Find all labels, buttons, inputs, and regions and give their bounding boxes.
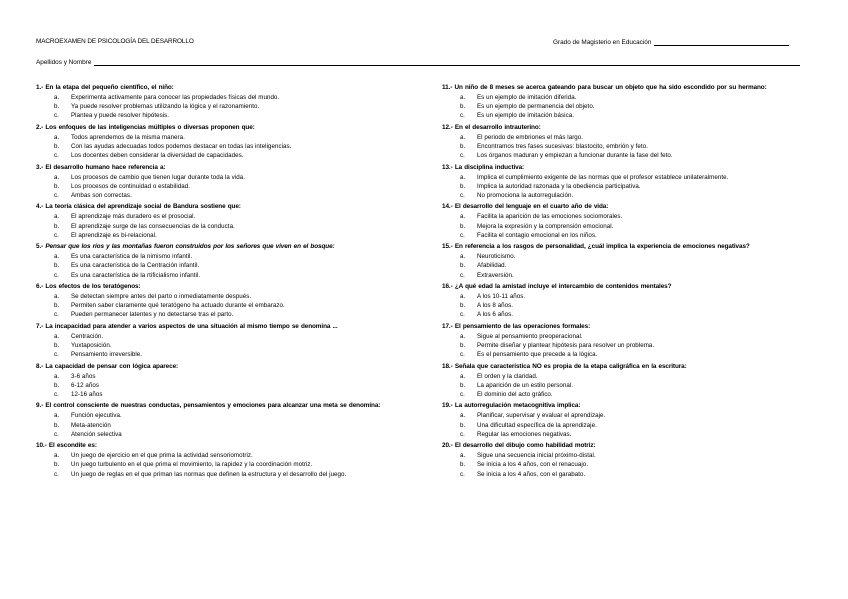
answer-option[interactable] bbox=[36, 173, 416, 182]
answer-option[interactable] bbox=[442, 470, 822, 479]
answer-options bbox=[442, 212, 822, 240]
option-text: Con las ayudas adecuadas todos podemos destacar en todas las inteligencias. bbox=[71, 143, 292, 150]
answer-option[interactable] bbox=[442, 231, 822, 240]
option-text: Una dificultad específica de la aprendizaje. bbox=[477, 421, 597, 429]
answer-option[interactable] bbox=[442, 252, 822, 261]
option-letter: b. bbox=[460, 222, 466, 230]
answer-options bbox=[442, 93, 822, 121]
answer-option[interactable] bbox=[442, 460, 822, 469]
question-title bbox=[442, 363, 822, 371]
option-text: 6-12 años bbox=[71, 381, 99, 389]
option-letter: a. bbox=[54, 292, 60, 300]
question-title bbox=[36, 323, 416, 331]
option-letter: c. bbox=[54, 231, 59, 239]
option-text: Es una característica de la rtificialismo infantil. bbox=[71, 271, 201, 279]
option-letter: c. bbox=[460, 112, 465, 120]
option-text: Plantea y puede resolver hipótesis. bbox=[71, 112, 170, 120]
answer-option[interactable] bbox=[36, 470, 416, 479]
degree-field bbox=[553, 38, 789, 46]
option-letter: a. bbox=[54, 213, 60, 221]
question-item bbox=[36, 283, 416, 320]
option-text: Los procesos de cambio que tienen lugar durante toda la vida. bbox=[71, 173, 246, 181]
question-text: La incapacidad para atender a varios aspectos de una situación al mismo tiempo se denomina ... bbox=[45, 322, 338, 330]
option-text: Planificar, supervisar y evaluar el aprendizaje. bbox=[477, 412, 606, 420]
name-label: Apellidos y Nombre bbox=[36, 59, 92, 66]
option-text: Atención selectiva bbox=[71, 430, 122, 438]
question-title bbox=[36, 243, 416, 251]
question-text: La capacidad de pensar con lógica aparece: bbox=[45, 362, 179, 370]
option-text: Centración. bbox=[71, 332, 104, 340]
answer-options bbox=[442, 173, 822, 201]
option-letter: c. bbox=[460, 351, 465, 359]
answer-option[interactable] bbox=[442, 310, 822, 319]
answer-options bbox=[36, 332, 416, 360]
option-letter: b. bbox=[54, 262, 60, 270]
option-text: Afabilidad. bbox=[477, 262, 507, 270]
answer-options bbox=[442, 292, 822, 320]
answer-option[interactable] bbox=[36, 93, 416, 102]
option-letter: a. bbox=[54, 452, 60, 460]
question-text: Los efectos de los teratógenos: bbox=[45, 282, 141, 290]
question-number: 13.- bbox=[442, 163, 453, 171]
option-text: Sigue al pensamiento preoperacional. bbox=[477, 332, 583, 340]
question-number: 20.- bbox=[442, 442, 453, 450]
question-text: ¿A qué edad la amistad incluye el intercambio de contenidos mentales? bbox=[454, 282, 672, 290]
question-title bbox=[442, 243, 822, 251]
answer-option[interactable] bbox=[36, 252, 416, 261]
answer-option[interactable] bbox=[36, 372, 416, 381]
answer-option[interactable] bbox=[36, 231, 416, 240]
question-number: 6.- bbox=[36, 282, 44, 290]
question-item bbox=[442, 363, 822, 400]
question-item bbox=[36, 442, 416, 479]
option-letter: b. bbox=[54, 341, 60, 349]
question-title bbox=[36, 402, 416, 410]
question-item bbox=[36, 84, 416, 121]
question-number: 19.- bbox=[442, 402, 453, 410]
option-letter: b. bbox=[460, 143, 466, 150]
option-text: El orden y la claridad. bbox=[477, 372, 538, 380]
option-letter: c. bbox=[460, 390, 465, 398]
answer-option[interactable] bbox=[442, 332, 822, 341]
option-text: Facilita el contagio emocional en los niños. bbox=[477, 231, 597, 239]
question-title bbox=[442, 323, 822, 331]
option-letter: a. bbox=[54, 173, 60, 181]
answer-option[interactable] bbox=[36, 451, 416, 460]
exam-title: MACROEXAMEN DE PSICOLOGÍA DEL DESARROLLO bbox=[36, 38, 194, 45]
answer-option[interactable] bbox=[36, 151, 416, 160]
option-text: Pueden permanecer latentes y no detectarse tras el parto. bbox=[71, 311, 234, 319]
question-text: La teoría clásica del aprendizaje social de Bandura sostiene que: bbox=[45, 203, 241, 211]
option-letter: c. bbox=[460, 430, 465, 438]
question-item bbox=[442, 323, 822, 360]
option-text: No promociona la autorregulación. bbox=[477, 192, 574, 199]
question-item bbox=[442, 164, 822, 201]
answer-options bbox=[36, 292, 416, 320]
answer-options bbox=[36, 411, 416, 439]
option-text: Extraversión. bbox=[477, 271, 514, 279]
answer-options bbox=[36, 93, 416, 121]
option-text: A los 10-11 años. bbox=[477, 292, 526, 300]
option-letter: c. bbox=[54, 351, 59, 359]
question-item bbox=[36, 323, 416, 360]
option-letter: b. bbox=[54, 381, 60, 389]
question-number: 1.- bbox=[36, 84, 44, 91]
degree-label: Grado de Magisterio en Educación bbox=[553, 39, 652, 46]
question-title bbox=[442, 84, 822, 92]
answer-options bbox=[36, 451, 416, 479]
option-text: El dominio del acto gráfico. bbox=[477, 390, 553, 398]
option-text: Encontramos tres fases sucesivas: blastocito, embrión y feto. bbox=[477, 143, 648, 150]
option-letter: c. bbox=[54, 390, 59, 398]
answer-option[interactable] bbox=[36, 102, 416, 111]
option-text: Es un ejemplo de permanencia del objeto. bbox=[477, 103, 595, 111]
question-number: 4.- bbox=[36, 203, 44, 211]
option-text: Es un ejemplo de imitación diferida. bbox=[477, 94, 577, 101]
answer-option[interactable] bbox=[442, 111, 822, 120]
option-text: 3-6 años bbox=[71, 372, 96, 380]
option-text: Meta-atención bbox=[71, 421, 111, 429]
option-text: Permite diseñar y plantear hipótesis para resolver un problema. bbox=[477, 341, 655, 349]
question-item bbox=[442, 84, 822, 121]
question-text: En referencia a los rasgos de personalidad, ¿cuál implica la experiencia de emociones negativas? bbox=[454, 243, 750, 251]
answer-option[interactable] bbox=[442, 133, 822, 142]
question-text: Pensar que los ríos y las montañas fueron construidos por los señores que viven en el bosque: bbox=[45, 243, 335, 251]
question-text: El desarrollo humano hace referencia a: bbox=[45, 163, 166, 171]
option-text: Ya puede resolver problemas utilizando la lógica y el razonamiento. bbox=[71, 103, 260, 111]
option-letter: b. bbox=[460, 262, 466, 270]
answer-option[interactable] bbox=[36, 390, 416, 399]
option-letter: c. bbox=[460, 271, 465, 279]
option-letter: c. bbox=[54, 112, 59, 120]
option-letter: b. bbox=[460, 182, 466, 190]
question-text: El escondite es: bbox=[48, 442, 97, 450]
answer-option[interactable] bbox=[442, 142, 822, 151]
question-text: En el desarrollo intrauterino: bbox=[454, 123, 541, 131]
option-text: Neuroticismo. bbox=[477, 253, 516, 261]
option-letter: a. bbox=[460, 133, 466, 141]
answer-option[interactable] bbox=[36, 430, 416, 439]
question-text: El control consciente de nuestras conductas, pensamientos y emociones para alcanzar una meta se denomina: bbox=[45, 402, 381, 410]
question-text: Los enfoques de las inteligencias múltiples o diversas proponen que: bbox=[45, 123, 255, 131]
question-number: 18.- bbox=[442, 362, 453, 370]
option-text: El aprendizaje más duradero es el prosocial. bbox=[71, 213, 196, 221]
answer-option[interactable] bbox=[36, 341, 416, 350]
question-number: 5.- bbox=[36, 243, 44, 251]
question-number: 14.- bbox=[442, 203, 453, 211]
option-text: Un juego de ejercicio en el que prima la actividad sensoriomotriz. bbox=[71, 452, 253, 460]
answer-option[interactable] bbox=[36, 350, 416, 359]
option-letter: c. bbox=[54, 470, 59, 478]
option-letter: c. bbox=[54, 430, 59, 438]
question-title bbox=[36, 84, 416, 92]
question-title bbox=[36, 124, 416, 132]
answer-option[interactable] bbox=[36, 310, 416, 319]
option-letter: c. bbox=[460, 231, 465, 239]
answer-options bbox=[442, 451, 822, 479]
option-text: Es un ejemplo de imitación básica. bbox=[477, 112, 574, 120]
question-number: 15.- bbox=[442, 243, 453, 251]
question-number: 9.- bbox=[36, 402, 44, 410]
question-number: 3.- bbox=[36, 163, 44, 171]
answer-option[interactable] bbox=[442, 292, 822, 301]
option-text: Implica la autoridad razonada y la obediencia participativa. bbox=[477, 182, 641, 190]
option-text: Es una característica de la Centración infantil. bbox=[71, 262, 200, 270]
answer-option[interactable] bbox=[442, 212, 822, 221]
answer-option[interactable] bbox=[442, 411, 822, 420]
option-text: Pensamiento irreversible. bbox=[71, 351, 143, 359]
question-number: 10.- bbox=[36, 442, 47, 450]
option-text: Yuxtaposición. bbox=[71, 341, 112, 349]
answer-option[interactable] bbox=[36, 111, 416, 120]
question-item bbox=[442, 283, 822, 320]
name-field bbox=[36, 58, 800, 66]
option-text: Mejora la expresión y la comprensión emocional. bbox=[477, 222, 614, 230]
name-blank-line[interactable] bbox=[94, 58, 800, 66]
answer-option[interactable] bbox=[36, 292, 416, 301]
option-text: Permiten saber claramente qué teratógeno ha actuado durante el embarazo. bbox=[71, 302, 285, 310]
question-title bbox=[36, 203, 416, 211]
question-title bbox=[36, 442, 416, 450]
option-letter: c. bbox=[54, 311, 59, 319]
option-letter: a. bbox=[460, 173, 466, 181]
question-item bbox=[442, 442, 822, 479]
answer-option[interactable] bbox=[442, 301, 822, 310]
answer-option[interactable] bbox=[442, 173, 822, 182]
option-text: 12-16 años bbox=[71, 390, 103, 398]
question-item bbox=[442, 402, 822, 439]
question-text: En la etapa del pequeño científico, el niño: bbox=[45, 84, 174, 91]
option-letter: a. bbox=[460, 332, 466, 340]
question-item bbox=[36, 402, 416, 439]
answer-option[interactable] bbox=[36, 142, 416, 151]
question-title bbox=[36, 283, 416, 291]
option-letter: c. bbox=[460, 192, 465, 199]
option-text: El aprendizaje es bi-relacional. bbox=[71, 231, 157, 239]
question-item bbox=[36, 363, 416, 400]
option-text: Regular las emociones negativas. bbox=[477, 430, 572, 438]
question-title bbox=[442, 402, 822, 410]
answer-option[interactable] bbox=[36, 271, 416, 280]
option-letter: b. bbox=[54, 103, 60, 111]
answer-option[interactable] bbox=[442, 93, 822, 102]
question-item bbox=[442, 124, 822, 161]
answer-option[interactable] bbox=[36, 411, 416, 420]
question-title bbox=[442, 283, 822, 291]
option-text: Implica el cumplimiento exigente de las normas que el profesor establece unilateralmente. bbox=[477, 173, 729, 181]
question-item bbox=[442, 203, 822, 240]
option-text: Sigue una secuencia inicial próximo-distal. bbox=[477, 452, 596, 460]
option-letter: a. bbox=[54, 253, 60, 261]
question-title bbox=[442, 442, 822, 450]
option-letter: a. bbox=[54, 332, 60, 340]
question-title bbox=[36, 363, 416, 371]
option-letter: c. bbox=[460, 152, 465, 160]
answer-options bbox=[36, 212, 416, 240]
answer-option[interactable] bbox=[36, 191, 416, 200]
question-item bbox=[36, 164, 416, 201]
option-letter: a. bbox=[460, 452, 466, 460]
answer-options bbox=[442, 372, 822, 400]
option-text: Se inicia a los 4 años, con el renacuajo. bbox=[477, 461, 589, 469]
answer-option[interactable] bbox=[442, 390, 822, 399]
answer-option[interactable] bbox=[36, 460, 416, 469]
question-number: 12.- bbox=[442, 123, 453, 131]
option-letter: a. bbox=[460, 412, 466, 420]
answer-option[interactable] bbox=[442, 341, 822, 350]
answer-options bbox=[36, 133, 416, 161]
option-letter: c. bbox=[460, 470, 465, 478]
option-letter: b. bbox=[460, 341, 466, 349]
question-item bbox=[36, 243, 416, 280]
question-number: 17.- bbox=[442, 322, 453, 330]
answer-options bbox=[442, 133, 822, 161]
option-text: Experimenta activamente para conocer las propiedades físicas del mundo. bbox=[71, 94, 280, 101]
option-letter: b. bbox=[460, 302, 466, 310]
option-letter: a. bbox=[460, 253, 466, 261]
option-text: A los 6 años. bbox=[477, 311, 514, 319]
question-text: Un niño de 8 meses se acerca gateando para buscar un objeto que ha sido escondido por su hermano: bbox=[454, 84, 767, 91]
option-letter: a. bbox=[54, 372, 60, 380]
answer-option[interactable] bbox=[36, 182, 416, 191]
answer-options bbox=[442, 332, 822, 360]
answer-option[interactable] bbox=[442, 451, 822, 460]
option-text: El periodo de embriones el más largo. bbox=[477, 133, 584, 141]
option-letter: a. bbox=[460, 213, 466, 221]
questions-column-left bbox=[36, 84, 416, 482]
question-text: La autorregulación metacognitiva implica: bbox=[454, 402, 581, 410]
answer-option[interactable] bbox=[442, 191, 822, 200]
answer-option[interactable] bbox=[442, 350, 822, 359]
option-letter: a. bbox=[54, 412, 60, 420]
option-text: El aprendizaje surge de las consecuencias de la conducta. bbox=[71, 222, 235, 230]
answer-option[interactable] bbox=[36, 261, 416, 270]
question-number: 7.- bbox=[36, 322, 44, 330]
answer-option[interactable] bbox=[36, 222, 416, 231]
option-letter: b. bbox=[460, 421, 466, 429]
answer-options bbox=[36, 372, 416, 400]
question-number: 16.- bbox=[442, 282, 453, 290]
option-letter: b. bbox=[54, 302, 60, 310]
option-text: Un juego turbulento en el que prima el movimiento, la rapidez y la coordinación motriz. bbox=[71, 461, 313, 469]
question-title bbox=[36, 164, 416, 172]
option-letter: a. bbox=[54, 94, 60, 101]
question-text: La disciplina inductiva: bbox=[454, 163, 525, 171]
option-letter: b. bbox=[54, 182, 60, 190]
option-letter: a. bbox=[460, 292, 466, 300]
option-letter: c. bbox=[54, 152, 59, 160]
answer-option[interactable] bbox=[442, 151, 822, 160]
option-text: Se inicia a los 4 años, con el garabato. bbox=[477, 470, 586, 478]
question-number: 11.- bbox=[442, 84, 453, 91]
answer-option[interactable] bbox=[36, 212, 416, 221]
question-title bbox=[442, 203, 822, 211]
option-text: A los 8 años. bbox=[477, 302, 514, 310]
question-number: 2.- bbox=[36, 123, 44, 131]
question-text: Señala que característica NO es propia de la etapa caligráfica en la escritura: bbox=[454, 362, 687, 370]
answer-options bbox=[442, 411, 822, 439]
question-title bbox=[442, 164, 822, 172]
answer-option[interactable] bbox=[442, 372, 822, 381]
option-text: Es una característica de la nimismo infantil. bbox=[71, 253, 193, 261]
option-letter: a. bbox=[460, 94, 466, 101]
option-letter: a. bbox=[460, 372, 466, 380]
question-text: El pensamiento de las operaciones formales: bbox=[454, 322, 591, 330]
option-text: Ambas son correctas. bbox=[71, 192, 132, 199]
question-text: El desarrollo del lenguaje en el cuarto año de vida: bbox=[454, 203, 609, 211]
option-text: Todos aprendemos de la misma manera. bbox=[71, 133, 185, 141]
answer-option[interactable] bbox=[442, 271, 822, 280]
answer-option[interactable] bbox=[442, 182, 822, 191]
option-text: La aparición de un estilo personal. bbox=[477, 381, 574, 389]
option-text: Es el pensamiento que precede a la lógica. bbox=[477, 351, 598, 359]
question-item bbox=[36, 203, 416, 240]
questions-column-right bbox=[442, 84, 822, 482]
option-letter: c. bbox=[54, 271, 59, 279]
answer-option[interactable] bbox=[442, 381, 822, 390]
answer-options bbox=[36, 252, 416, 280]
option-text: Facilita la aparición de las emociones sociomorales. bbox=[477, 213, 623, 221]
option-text: Función ejecutiva. bbox=[71, 412, 122, 420]
degree-blank-line[interactable] bbox=[654, 38, 789, 46]
option-letter: b. bbox=[54, 461, 60, 469]
option-letter: b. bbox=[54, 421, 60, 429]
option-text: Los órganos maduran y empiezan a funcionar durante la fase del feto. bbox=[477, 152, 673, 160]
answer-option[interactable] bbox=[36, 133, 416, 142]
question-number: 8.- bbox=[36, 362, 44, 370]
question-item bbox=[36, 124, 416, 161]
option-letter: b. bbox=[460, 103, 466, 111]
option-letter: b. bbox=[54, 143, 60, 150]
option-letter: c. bbox=[54, 192, 59, 199]
answer-option[interactable] bbox=[36, 332, 416, 341]
option-letter: c. bbox=[460, 311, 465, 319]
option-text: Se detectan siempre antes del parto o inmediatamente después. bbox=[71, 292, 252, 300]
question-title bbox=[442, 124, 822, 132]
answer-option[interactable] bbox=[442, 222, 822, 231]
option-letter: b. bbox=[460, 381, 466, 389]
question-item bbox=[442, 243, 822, 280]
answer-options bbox=[442, 252, 822, 280]
answer-option[interactable] bbox=[36, 381, 416, 390]
answer-options bbox=[36, 173, 416, 201]
option-letter: a. bbox=[54, 133, 60, 141]
answer-option[interactable] bbox=[442, 430, 822, 439]
answer-option[interactable] bbox=[442, 261, 822, 270]
question-text: El desarrollo del dibujo como habilidad motriz: bbox=[454, 442, 596, 450]
answer-option[interactable] bbox=[442, 421, 822, 430]
option-text: Un juego de reglas en el que priman las normas que definen la estructura y el desarrollo del juego. bbox=[71, 470, 347, 478]
option-text: Los docentes deben considerar la diversidad de capacidades. bbox=[71, 152, 244, 160]
answer-option[interactable] bbox=[36, 301, 416, 310]
answer-option[interactable] bbox=[36, 421, 416, 430]
option-text: Los procesos de continuidad o estabilidad. bbox=[71, 182, 191, 190]
answer-option[interactable] bbox=[442, 102, 822, 111]
option-letter: b. bbox=[460, 461, 466, 469]
option-letter: b. bbox=[54, 222, 60, 230]
